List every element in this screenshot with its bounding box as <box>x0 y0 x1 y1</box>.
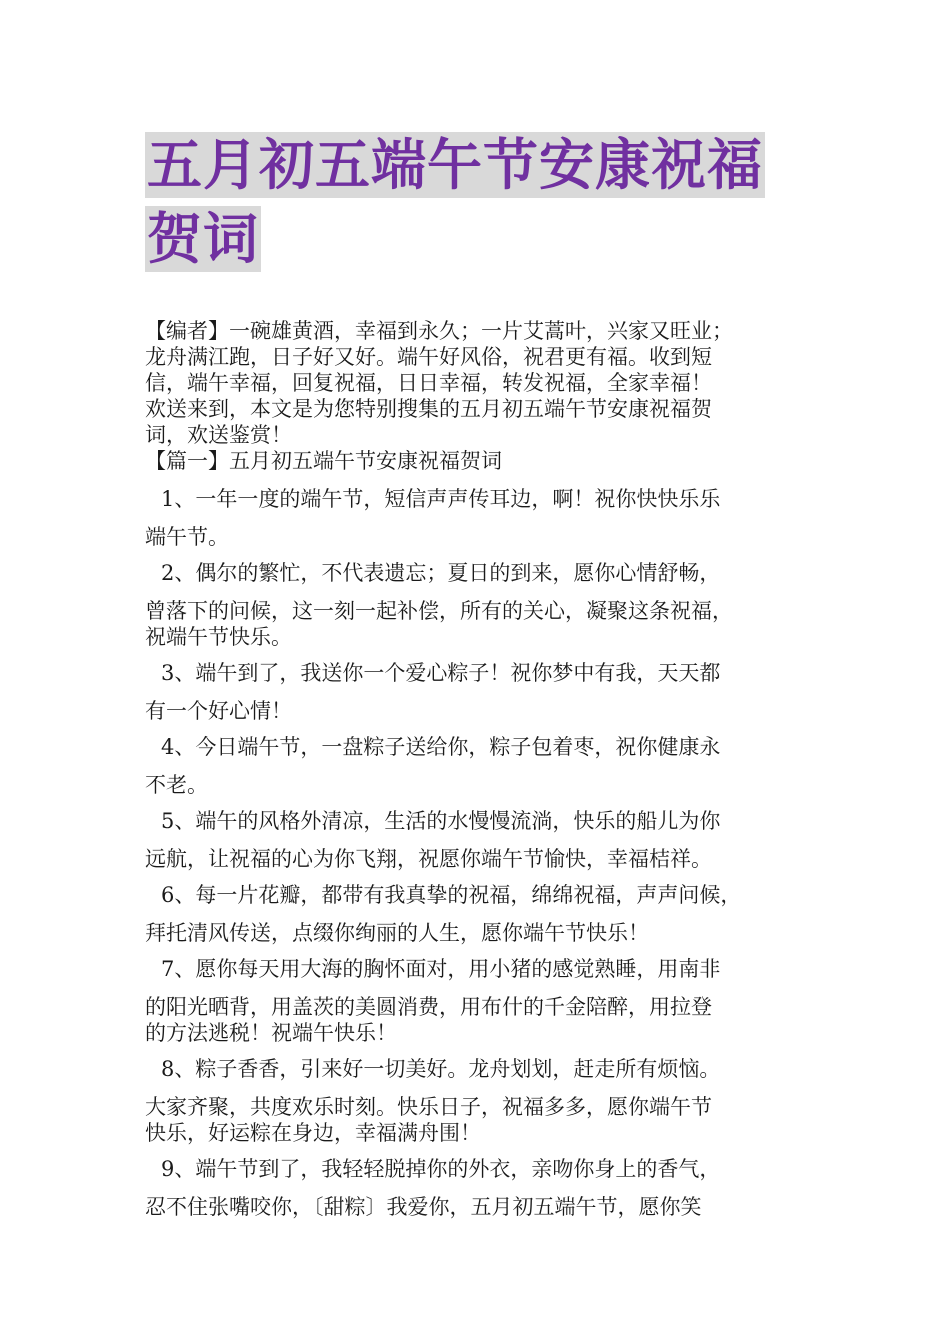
title-line-1: 五月初五端午节安康祝福 <box>147 133 764 197</box>
item-line: 的方法逃税！祝端午快乐！ <box>145 1021 397 1045</box>
item-line: 拜托清风传送，点缀你绚丽的人生，愿你端午节快乐！ <box>145 921 649 945</box>
item-first-line: 4、今日端午节，一盘粽子送给你，粽子包着枣，祝你健康永 <box>161 735 721 759</box>
blessing-item <box>145 734 825 798</box>
blessing-item <box>145 560 825 650</box>
blessing-item <box>145 882 825 946</box>
title-line-2: 贺词 <box>147 207 260 271</box>
item-first-line: 8、粽子香香，引来好一切美好。龙舟划划，赶走所有烦恼。 <box>161 1057 721 1081</box>
item-first-line: 9、端午节到了，我轻轻脱掉你的外衣，亲吻你身上的香气， <box>161 1157 721 1181</box>
item-line: 的阳光晒背，用盖茨的美圆消费，用布什的千金陪醉，用拉登 <box>145 995 712 1019</box>
item-first-line: 7、愿你每天用大海的胸怀面对，用小猪的感觉熟睡，用南非 <box>161 957 721 981</box>
intro-line: 信，端午幸福，回复祝福，日日幸福，转发祝福，全家幸福！ <box>145 371 712 395</box>
document-body <box>145 318 825 1230</box>
intro-line: 欢送来到，本文是为您特别搜集的五月初五端午节安康祝福贺 <box>145 397 712 421</box>
item-first-line: 6、每一片花瓣，都带有我真挚的祝福，绵绵祝福，声声问候， <box>161 883 742 907</box>
intro-paragraph <box>145 318 825 448</box>
intro-line: 龙舟满江跑，日子好又好。端午好风俗，祝君更有福。收到短 <box>145 345 712 369</box>
item-line: 远航，让祝福的心为你飞翔，祝愿你端午节愉快，幸福桔祥。 <box>145 847 712 871</box>
item-line: 忍不住张嘴咬你，〔甜粽〕我爱你，五月初五端午节，愿你笑 <box>145 1195 702 1219</box>
item-line: 端午节。 <box>145 525 229 549</box>
item-line: 祝端午节快乐。 <box>145 625 292 649</box>
item-first-line: 3、端午到了，我送你一个爱心粽子！祝你梦中有我，天天都 <box>161 661 721 685</box>
item-first-line: 5、端午的风格外清凉，生活的水慢慢流淌，快乐的船儿为你 <box>161 809 721 833</box>
blessing-item <box>145 808 825 872</box>
document-title <box>145 132 825 280</box>
section-heading: 【篇一】五月初五端午节安康祝福贺词 <box>145 449 502 473</box>
intro-line: 词，欢送鉴赏！ <box>145 423 292 447</box>
intro-line: 【编者】一碗雄黄酒，幸福到永久；一片艾蒿叶，兴家又旺业； <box>145 319 733 343</box>
item-line: 大家齐聚，共度欢乐时刻。快乐日子，祝福多多，愿你端午节 <box>145 1095 712 1119</box>
item-first-line: 1、一年一度的端午节，短信声声传耳边，啊！祝你快快乐乐 <box>161 487 721 511</box>
item-line: 曾落下的问候，这一刻一起补偿，所有的关心，凝聚这条祝福， <box>145 599 733 623</box>
blessing-item <box>145 486 825 550</box>
blessing-item <box>145 660 825 724</box>
item-line: 快乐，好运粽在身边，幸福满舟围！ <box>145 1121 481 1145</box>
blessing-item <box>145 956 825 1046</box>
item-line: 有一个好心情！ <box>145 699 292 723</box>
item-first-line: 2、偶尔的繁忙，不代表遗忘；夏日的到来，愿你心情舒畅， <box>161 561 721 585</box>
blessing-item <box>145 1156 825 1220</box>
item-line: 不老。 <box>145 773 208 797</box>
blessing-item <box>145 1056 825 1146</box>
